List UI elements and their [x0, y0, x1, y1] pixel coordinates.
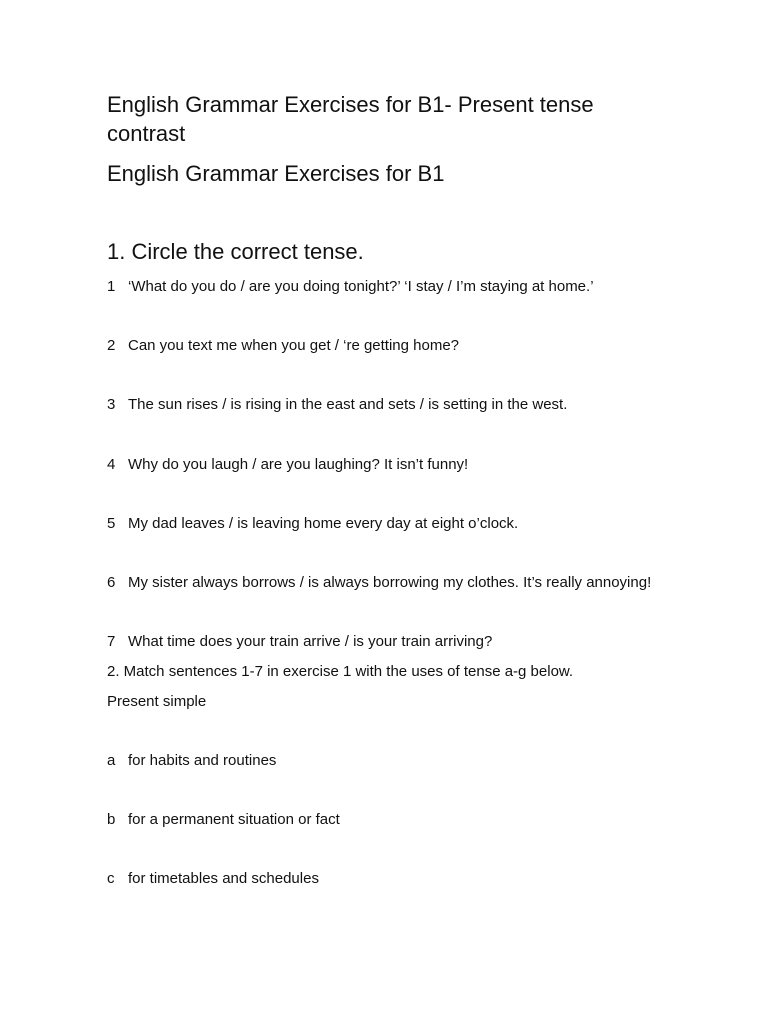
- item-text: My dad leaves / is leaving home every day at eight o’clock.: [128, 515, 519, 532]
- exercise-2-group-label: Present simple: [107, 693, 207, 710]
- item-text: for timetables and schedules: [128, 870, 319, 887]
- item-letter: c: [107, 870, 115, 887]
- item-letter: b: [107, 811, 116, 828]
- exercise-2-item: [107, 810, 340, 829]
- item-letter: a: [107, 752, 116, 769]
- document-subtitle: English Grammar Exercises for B1: [107, 161, 445, 186]
- document-title-line-1: English Grammar Exercises for B1- Present tense: [107, 92, 594, 117]
- item-text: for a permanent situation or fact: [128, 811, 340, 828]
- exercise-1-item: [107, 573, 651, 592]
- item-number: 6: [107, 574, 116, 591]
- item-number: 1: [107, 278, 116, 295]
- item-text: Can you text me when you get / ‘re getting home?: [128, 337, 460, 354]
- exercise-1-item: [107, 455, 468, 474]
- item-number: 2: [107, 337, 116, 354]
- item-text: Why do you laugh / are you laughing? It isn’t funny!: [128, 456, 469, 473]
- item-text: for habits and routines: [128, 752, 277, 769]
- item-text: My sister always borrows / is always borrowing my clothes. It’s really annoying!: [128, 574, 652, 591]
- exercise-2-item: [107, 869, 319, 888]
- exercise-1-item: [107, 514, 518, 533]
- item-number: 3: [107, 396, 116, 413]
- item-text: What time does your train arrive / is your train arriving?: [128, 633, 493, 650]
- item-text: ‘What do you do / are you doing tonight?’ ‘I stay / I’m staying at home.’: [128, 278, 594, 295]
- item-text: The sun rises / is rising in the east and sets / is setting in the west.: [128, 396, 568, 413]
- exercise-2-item: [107, 751, 276, 770]
- document-title-line-2: contrast: [107, 121, 186, 146]
- item-number: 5: [107, 515, 116, 532]
- exercise-1-heading: 1. Circle the correct tense.: [107, 239, 364, 264]
- exercise-1-item: [107, 336, 459, 355]
- exercise-1-item: [107, 632, 492, 651]
- item-number: 4: [107, 456, 116, 473]
- exercise-1-item: [107, 395, 567, 414]
- item-number: 7: [107, 633, 116, 650]
- exercise-1-item: [107, 277, 594, 296]
- exercise-2-heading: 2. Match sentences 1-7 in exercise 1 with the uses of tense a-g below.: [107, 663, 574, 680]
